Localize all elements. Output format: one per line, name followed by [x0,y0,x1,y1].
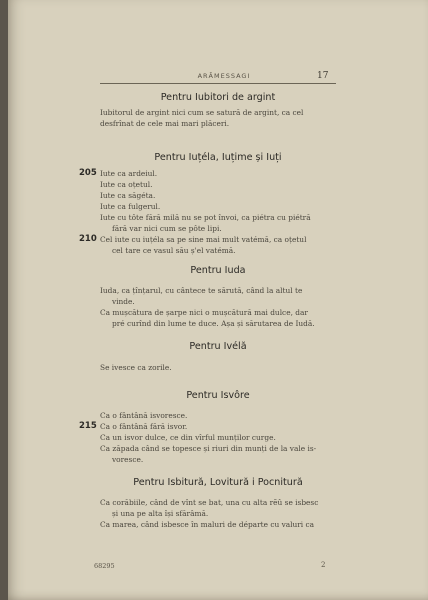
text-line: Ca zăpada când se topesce și riuri din munți de la vale is- [100,444,317,453]
text-line: Iute ca ardeiul. [100,169,158,178]
text-line: Iubitorul de argint nici cum se satură de argint, ca cel [100,108,304,117]
running-title: ARĂMESSAGI [197,72,251,80]
verse-number: 205 [79,168,97,178]
text-line: cel tare ce vasul său ș'el vatémă. [112,246,236,255]
text-line: Ca un isvor dulce, ce din vîrful munților curge. [100,433,276,442]
text-line: vinde. [112,297,135,306]
section-title-iutela: Pentru Iuțéla, Iuțime și Iuți [154,152,282,163]
section-title-iuda: Pentru Iuda [190,265,246,276]
text-line: voresce. [112,455,144,464]
text-line: Ca o fântână isvoresce. [100,411,188,420]
text-line: Iuda, ca țînțarul, cu cântece te sărută, când la altul te [100,286,303,295]
page-number: 17 [317,71,329,81]
section-title-ivela: Pentru Ivélă [189,341,247,352]
text-line: pré curînd din lume te duce. Așa și sărutarea de Iudă. [112,319,315,328]
header-rule [100,83,336,84]
text-line: desfrînat de cele mai mari plăceri. [100,119,230,128]
verse-number: 210 [79,234,97,244]
printer-signature: 68295 [94,562,115,570]
verse-number: 215 [79,421,97,431]
text-line: Iute ca oțetul. [100,180,153,189]
section-title-isbitura: Pentru Isbitură, Lovitură i Pocnitură [133,477,303,488]
sheet-number: 2 [321,561,326,569]
text-line: Ca mușcătura de șarpe nici o mușcătură mai dulce, dar [100,308,308,317]
text-line: Se ivesce ca zorile. [100,363,172,372]
text-line: Iute ca săgéta. [100,191,156,200]
section-title-isvore: Pentru Isvôre [186,390,250,401]
book-page [8,0,428,600]
text-line: Ca o fântână fără isvor. [100,422,188,431]
text-line: fără var nici cum se pôte lipi. [112,224,222,233]
text-line: și una pe alta își sfărâmă. [112,509,209,518]
text-line: Iute cu tôte fără milă nu se pot învoi, ca piétra cu piétră [100,213,311,222]
text-line: Ca corăbiile, când de vînt se bat, una cu alta rĕû se isbesc [100,498,319,507]
section-title-iubitori-de-argint: Pentru Iubitori de argint [160,92,276,103]
text-line: Ca marea, când isbesce în maluri de départe cu valuri ca [100,520,315,529]
text-line: Iute ca fulgerul. [100,202,161,211]
text-line: Cel iute cu iuțéla sa pe sine mai mult vatémă, ca oțetul [100,235,307,244]
